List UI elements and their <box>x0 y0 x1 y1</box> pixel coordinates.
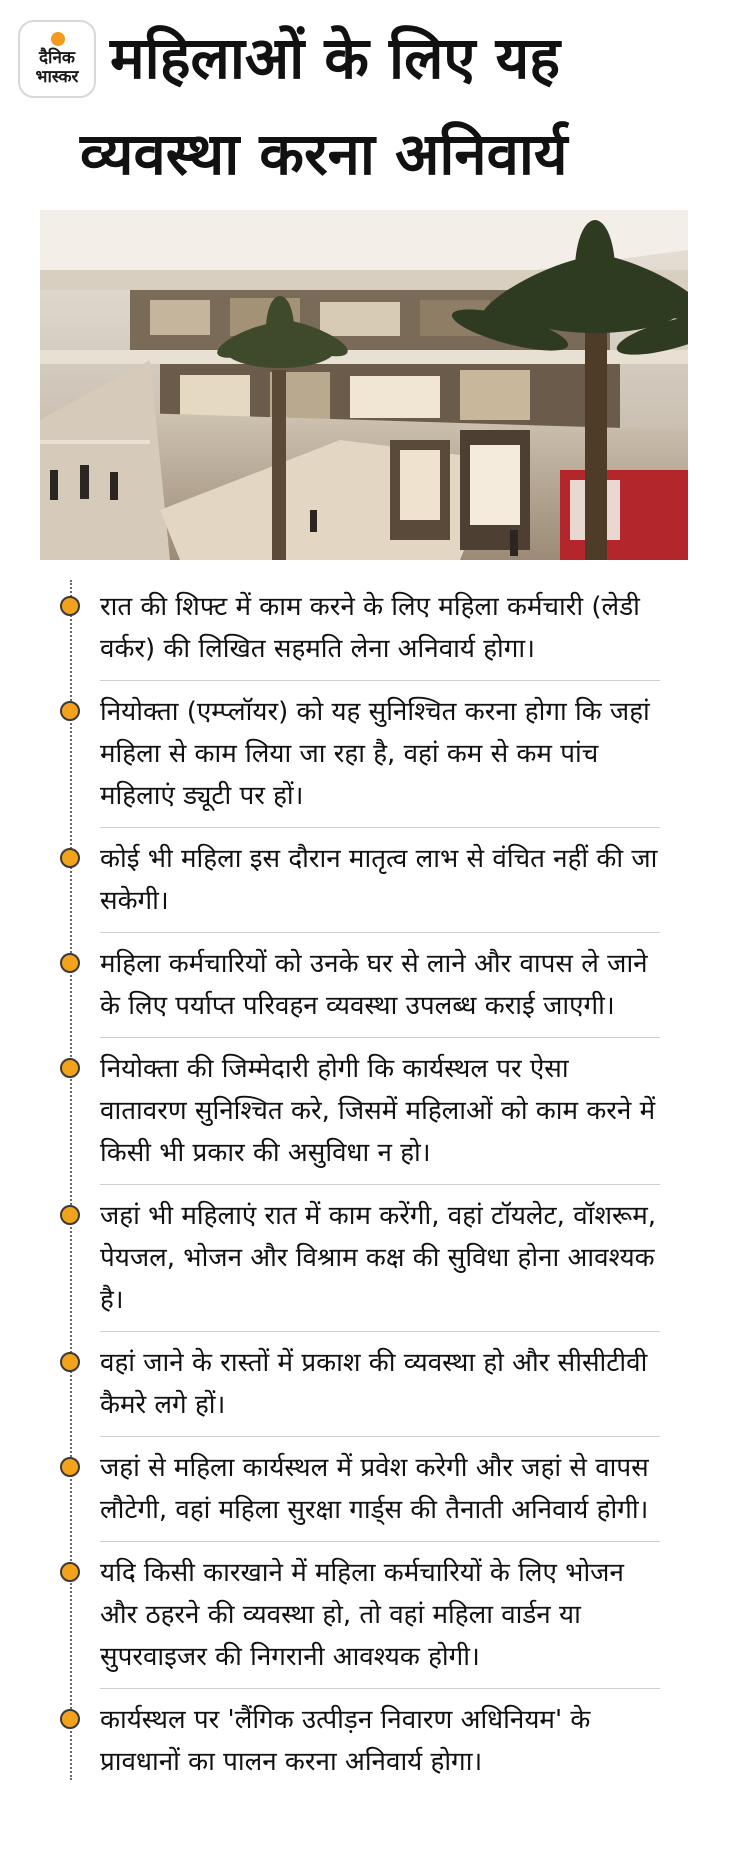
list-item-text: नियोक्ता (एम्प्लॉयर) को यह सुनिश्चित करना होगा कि जहां महिला से काम लिया जा रहा है, वहां कम से कम पांच महिलाएं ड्यूटी पर हों। <box>100 697 650 811</box>
list-item <box>100 933 660 1038</box>
mall-interior-illustration <box>40 210 688 560</box>
list-item <box>100 1437 660 1542</box>
list-item-text: महिला कर्मचारियों को उनके घर से लाने और वापस ले जाने के लिए पर्याप्त परिवहन व्यवस्था उपलब्ध कराई जाएगी। <box>100 949 648 1021</box>
list-item <box>100 1542 660 1689</box>
list-item <box>100 1689 660 1793</box>
list-item <box>100 1185 660 1332</box>
sun-icon <box>51 32 65 46</box>
bullet-dot-icon <box>60 701 80 721</box>
bullet-dot-icon <box>60 596 80 616</box>
list-item <box>100 1332 660 1437</box>
list-item-text: कार्यस्थल पर 'लैंगिक उत्पीड़न निवारण अधिनियम' के प्रावधानों का पालन करना अनिवार्य होगा। <box>100 1705 591 1777</box>
bullet-dot-icon <box>60 1457 80 1477</box>
list-item-text: कोई भी महिला इस दौरान मातृत्व लाभ से वंचित नहीं की जा सकेगी। <box>100 844 658 916</box>
logo-text-line1: दैनिक <box>39 48 75 68</box>
list-item-text: जहां से महिला कार्यस्थल में प्रवेश करेगी और जहां से वापस लौटेगी, वहां महिला सुरक्षा गार्ड्स की तैनाती अनिवार्य होगी। <box>100 1453 649 1525</box>
bullet-dot-icon <box>60 1205 80 1225</box>
logo-text-line2: भास्कर <box>35 67 79 87</box>
list-item-text: यदि किसी कारखाने में महिला कर्मचारियों के लिए भोजन और ठहरने की व्यवस्था हो, तो वहां महिला वार्डन या सुपरवाइजर की निगरानी आवश्यक होगी। <box>100 1558 624 1672</box>
list-item <box>100 681 660 828</box>
list-item <box>100 1038 660 1185</box>
bullet-dot-icon <box>60 1352 80 1372</box>
requirements-list <box>0 576 730 1793</box>
list-item-text: रात की शिफ्ट में काम करने के लिए महिला कर्मचारी (लेडी वर्कर) की लिखित सहमति लेना अनिवार्य होगा। <box>100 592 640 664</box>
list-item-text: जहां भी महिलाएं रात में काम करेंगी, वहां टॉयलेट, वॉशरूम, पेयजल, भोजन और विश्राम कक्ष की सुविधा होना आवश्यक है। <box>100 1201 657 1315</box>
bullet-dot-icon <box>60 1562 80 1582</box>
bullet-dot-icon <box>60 953 80 973</box>
page-title <box>80 10 720 202</box>
title-line1: महिलाओं के लिए यह <box>110 24 561 92</box>
list-item <box>100 828 660 933</box>
bullet-dot-icon <box>60 1709 80 1729</box>
list-item-text: नियोक्ता की जिम्मेदारी होगी कि कार्यस्थल पर ऐसा वातावरण सुनिश्चित करे, जिसमें महिलाओं को काम करने में किसी भी प्रकार की असुविधा न हो। <box>100 1054 656 1168</box>
list-item-text: वहां जाने के रास्तों में प्रकाश की व्यवस्था हो और सीसीटीवी कैमरे लगे हों। <box>100 1348 648 1420</box>
bullet-dot-icon <box>60 1058 80 1078</box>
list-item <box>100 576 660 681</box>
title-line2: व्यवस्था करना अनिवार्य <box>80 120 568 188</box>
bullet-dot-icon <box>60 848 80 868</box>
mall-interior-photo <box>40 210 688 560</box>
